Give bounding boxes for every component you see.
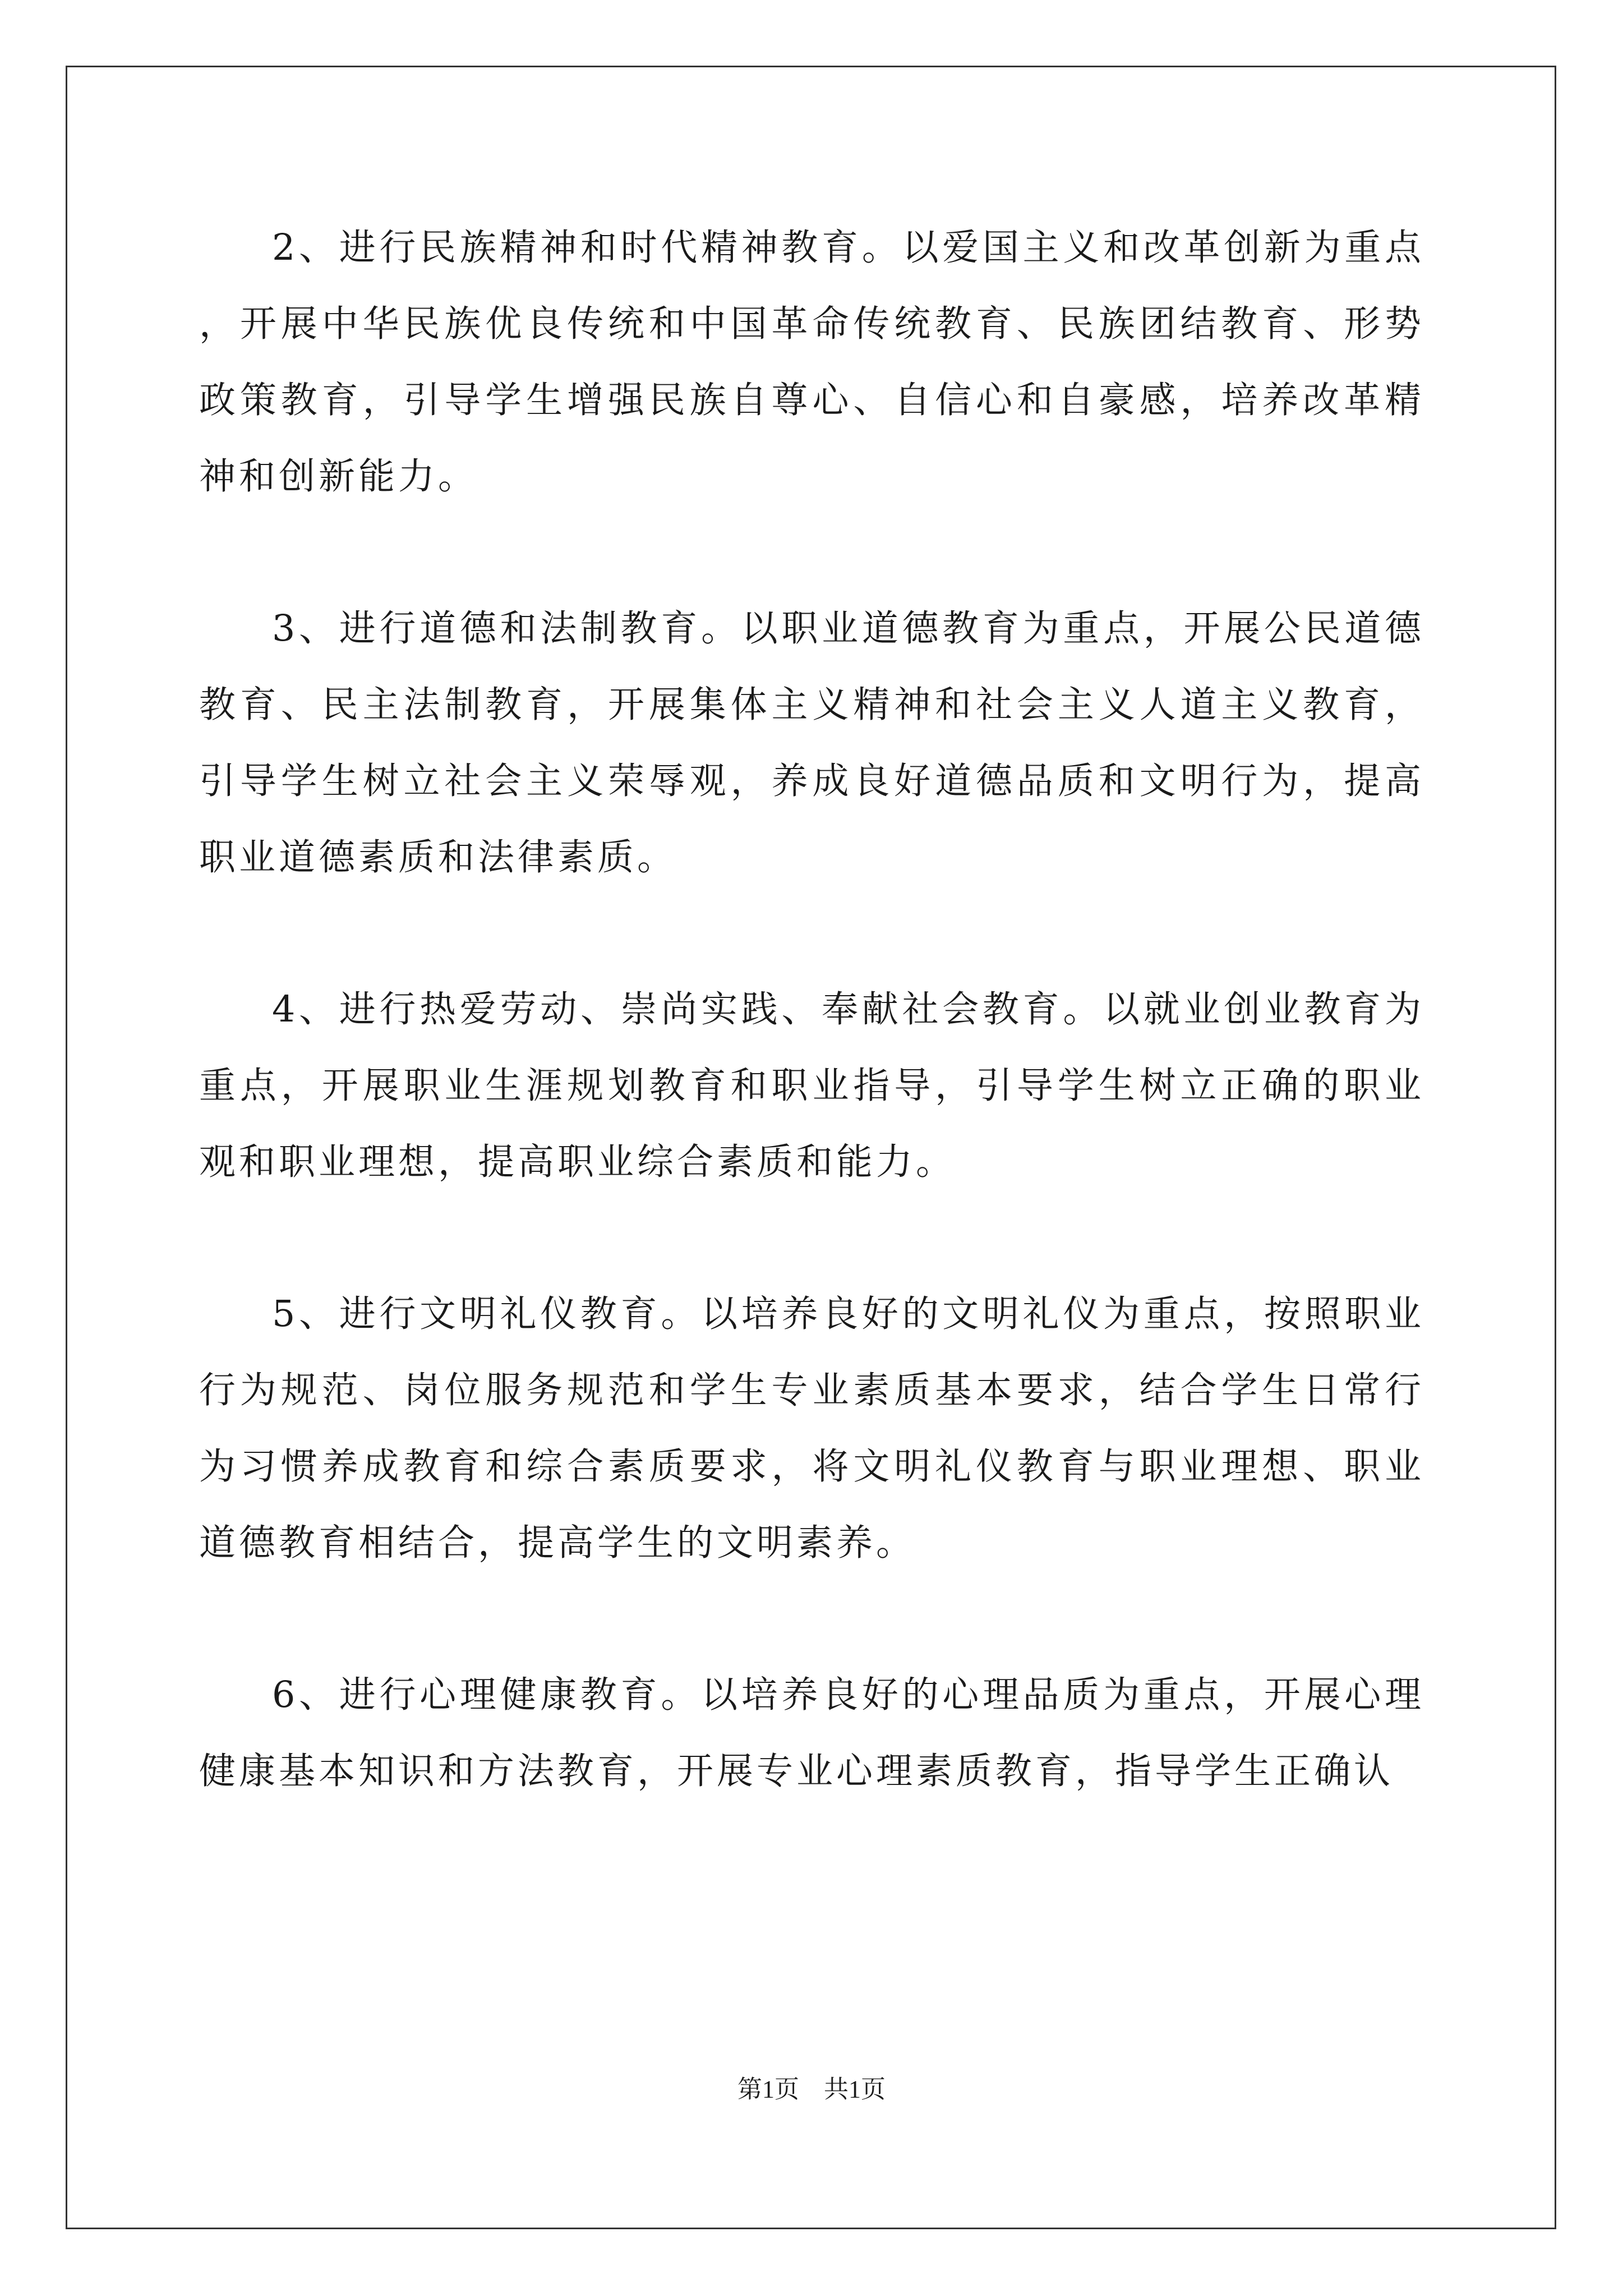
paragraph-3: 3、进行道德和法制教育。以职业道德教育为重点，开展公民道德教育、民主法制教育，开展集体主义精神和社会主义人道主义教育，引导学生树立社会主义荣辱观，养成良好道德品质和文明行为，提高职业道德素质和法律素质。 xyxy=(199,608,1424,878)
document-body xyxy=(199,210,1424,1810)
paragraph-2: 2、进行民族精神和时代精神教育。以爱国主义和改革创新为重点，开展中华民族优良传统和中国革命传统教育、民族团结教育、形势政策教育，引导学生增强民族自尊心、自信心和自豪感，培养改革精神和创新能力。 xyxy=(199,227,1424,498)
page-number-footer: 第1页 共1页 xyxy=(737,2076,886,2103)
paragraph-5: 5、进行文明礼仪教育。以培养良好的文明礼仪为重点，按照职业行为规范、岗位服务规范和学生专业素质基本要求，结合学生日常行为习惯养成教育和综合素质要求，将文明礼仪教育与职业理想、职业道德教育相结合，提高学生的文明素养。 xyxy=(199,1293,1424,1564)
paragraph-6: 6、进行心理健康教育。以培养良好的心理品质为重点，开展心理健康基本知识和方法教育，开展专业心理素质教育，指导学生正确认 xyxy=(199,1674,1424,1792)
paragraph-4: 4、进行热爱劳动、崇尚实践、奉献社会教育。以就业创业教育为重点，开展职业生涯规划教育和职业指导，引导学生树立正确的职业观和职业理想，提高职业综合素质和能力。 xyxy=(199,988,1424,1183)
